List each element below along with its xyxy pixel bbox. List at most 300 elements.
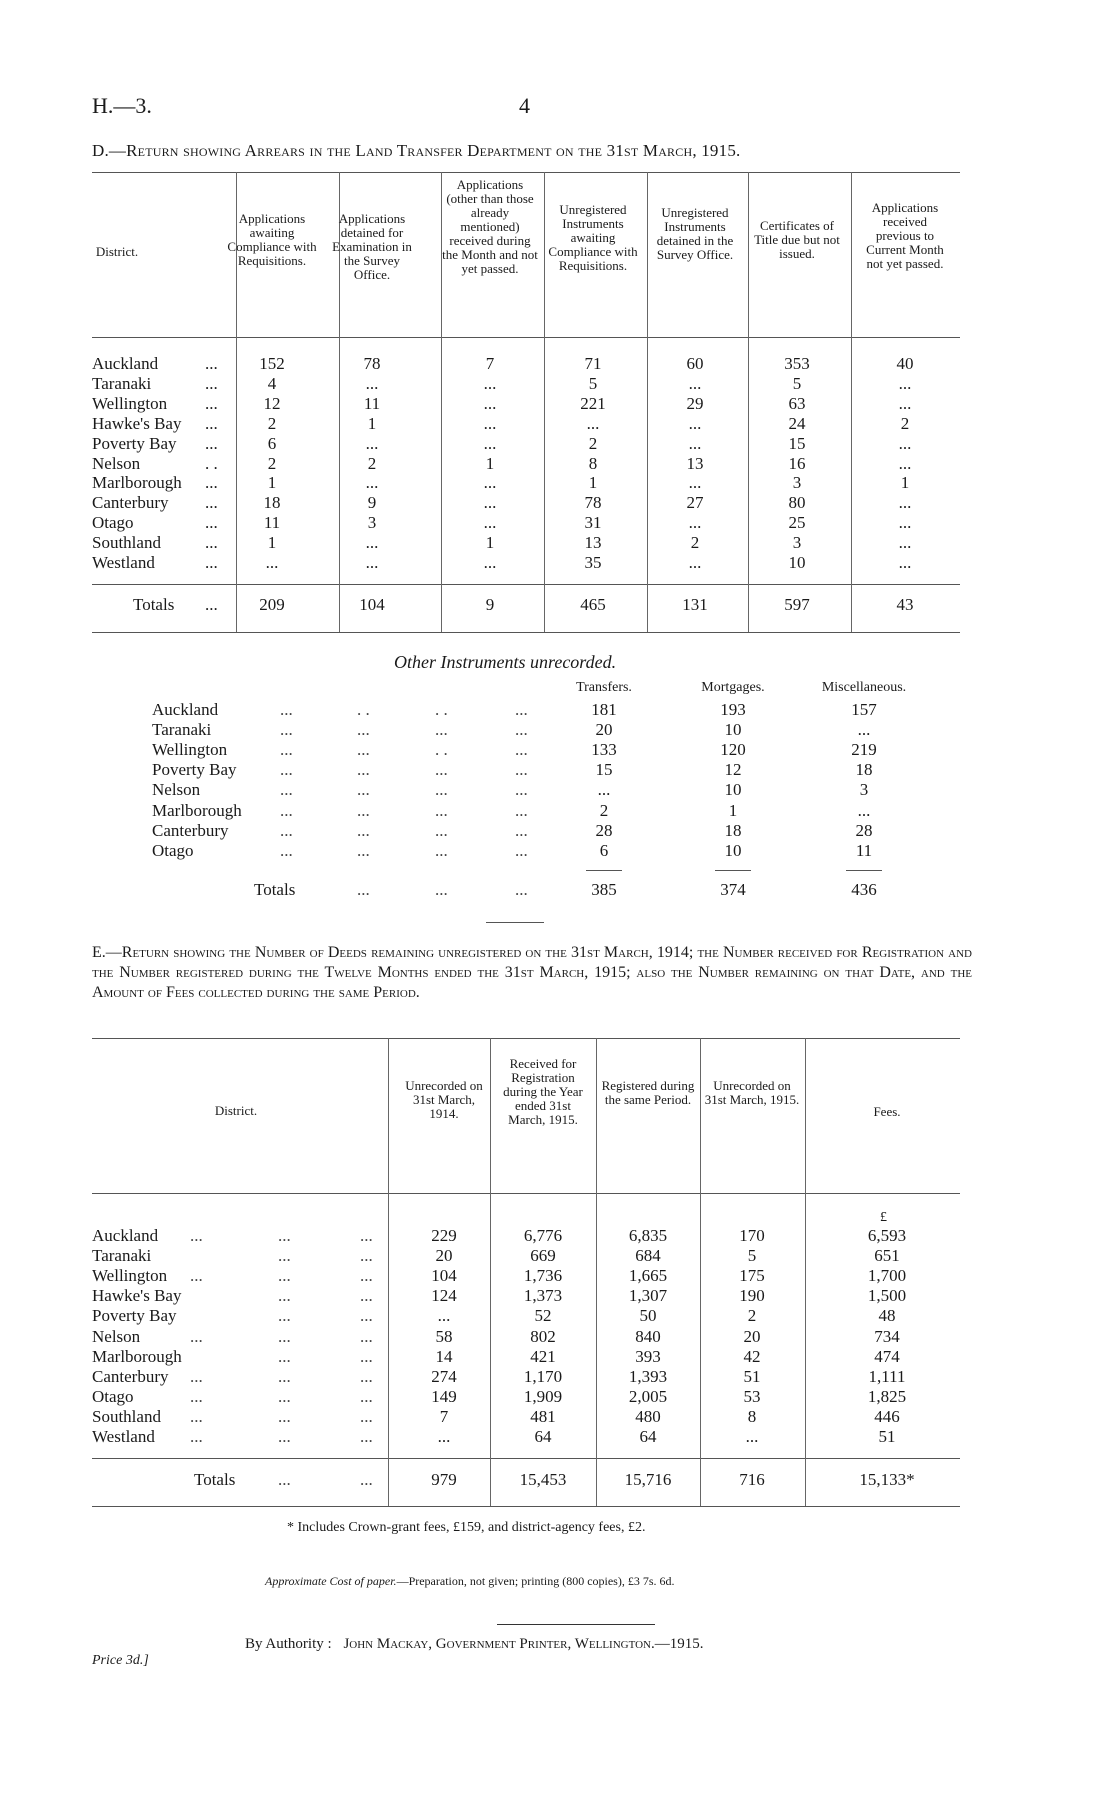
leader-dots: ... (357, 760, 370, 780)
other-instruments-total-cell: 385 (591, 880, 617, 899)
leader-dots: ... (278, 1386, 291, 1406)
table-d-cell: 9 (367, 493, 377, 513)
table-e-cell: 2 (747, 1306, 757, 1326)
table-e-cell: ... (745, 1427, 759, 1446)
table-d-total-cell: 9 (485, 595, 495, 614)
table-d-cell: 1 (485, 453, 495, 473)
table-d-total-cell: 104 (359, 595, 385, 614)
leader-dots: ... (435, 780, 448, 800)
leader-dots: ... (278, 1470, 291, 1489)
table-d-cell: ... (688, 413, 702, 433)
table-d-cell: ... (483, 493, 497, 513)
table-d-total-cell: 209 (259, 595, 285, 614)
leader-dots: ... (515, 820, 528, 840)
leader-dots: ... (190, 1266, 203, 1286)
table-d-cell: 3 (367, 513, 377, 533)
other-instruments-total-cell: 436 (851, 880, 877, 899)
table-e-district: Auckland (92, 1226, 159, 1245)
leader-dots: ... (278, 1326, 291, 1346)
other-instruments-cell: 20 (595, 720, 613, 740)
table-e-total-cell: 15,716 (624, 1470, 672, 1489)
imprint (245, 1636, 704, 1653)
table-d-cell: 5 (792, 373, 802, 393)
table-d-cell: 27 (686, 493, 704, 513)
table-e-cell: 651 (874, 1246, 900, 1266)
table-d-cell: 2 (367, 453, 377, 473)
other-instruments-header: Transfers. (576, 680, 632, 695)
other-instruments-district: Taranaki (152, 720, 212, 740)
leader-dots: ... (280, 840, 293, 860)
table-d-cell: 18 (263, 493, 281, 513)
table-e-cell: 1,665 (628, 1266, 668, 1286)
leader-dots: ... (357, 840, 370, 860)
other-instruments-header: Miscellaneous. (821, 680, 907, 695)
currency-symbol: £ (880, 1210, 887, 1225)
table-e-cell: 802 (530, 1326, 556, 1346)
table-d-cell: 1 (267, 533, 277, 553)
leader-dots: ... (278, 1406, 291, 1426)
table-d-cell: ... (586, 413, 600, 433)
other-instruments-cell: 10 (724, 720, 742, 740)
other-instruments-cell: ... (857, 720, 871, 740)
table-d-dots: ... (205, 513, 218, 533)
totals-rule (846, 870, 882, 871)
table-e-cell: 64 (534, 1427, 552, 1446)
table-e-cell: 58 (435, 1326, 453, 1346)
table-e-cell: 1,307 (628, 1286, 668, 1306)
other-instruments-cell: 3 (859, 780, 869, 800)
leader-dots: ... (357, 820, 370, 840)
table-d-cell: 80 (788, 493, 806, 513)
table-e-district: Wellington (92, 1266, 168, 1286)
other-instruments-cell: 12 (724, 760, 742, 780)
table-e-cell: 421 (530, 1346, 556, 1366)
leader-dots: ... (435, 840, 448, 860)
leader-dots: ... (435, 820, 448, 840)
table-d-cell: ... (365, 553, 379, 572)
table-e-cell: 393 (635, 1346, 661, 1366)
leader-dots: ... (280, 780, 293, 800)
table-d-cell: ... (483, 433, 497, 453)
table-e-district: Southland (92, 1406, 161, 1426)
section-code: H.—3. (92, 93, 152, 118)
table-d-cell: 1 (900, 473, 910, 493)
other-instruments-district: Otago (152, 840, 194, 860)
leader-dots: ... (280, 760, 293, 780)
table-d-cell: 1 (588, 473, 598, 493)
table-d-cell: 7 (485, 354, 495, 373)
table-e-cell: 7 (439, 1406, 449, 1426)
table-d-district: Taranaki (92, 373, 152, 393)
leader-dots: ... (360, 1346, 373, 1366)
table-d-cell: 5 (588, 373, 598, 393)
table-d-district: Otago (92, 513, 134, 533)
imprint-printer: John Mackay, Government Printer, Wellington.—1915. (343, 1636, 704, 1652)
leader-dots: ... (357, 720, 370, 740)
other-instruments-cell: ... (597, 780, 611, 800)
table-d-totals-dots: ... (205, 595, 218, 614)
leader-dots: ... (360, 1406, 373, 1426)
leader-dots: ... (360, 1266, 373, 1286)
table-d-cell: ... (688, 433, 702, 453)
table-d-cell: ... (898, 513, 912, 533)
table-e-cell: 20 (743, 1326, 761, 1346)
leader-dots: ... (435, 720, 448, 740)
table-e-cell: 481 (530, 1406, 556, 1426)
table-e-cell: 480 (635, 1406, 661, 1426)
leader-dots: ... (515, 780, 528, 800)
table-e-cell: ... (437, 1306, 451, 1326)
table-e-cell: 6,593 (867, 1226, 907, 1245)
table-e-district: Nelson (92, 1326, 141, 1346)
leader-dots: ... (515, 700, 528, 719)
leader-dots: ... (515, 800, 528, 820)
leader-dots: ... (280, 720, 293, 740)
table-d-total-cell: 597 (784, 595, 810, 614)
leader-dots: ... (280, 740, 293, 760)
table-d-district: Southland (92, 533, 161, 553)
other-instruments-cell: 120 (720, 740, 746, 760)
other-instruments-cell: 219 (851, 740, 877, 760)
table-e-cell: 5 (747, 1246, 757, 1266)
table-e-cell: 6,776 (523, 1226, 563, 1245)
table-e-cell: 1,111 (868, 1366, 906, 1386)
table-d-cell: 25 (788, 513, 806, 533)
leader-dots: ... (360, 1366, 373, 1386)
table-d-district: Westland (92, 553, 155, 572)
table-d-dots: ... (205, 533, 218, 553)
leader-dots: ... (357, 780, 370, 800)
table-e-district: Taranaki (92, 1246, 152, 1266)
table-d-cell: ... (483, 393, 497, 413)
table-d-dots: ... (205, 413, 218, 433)
leader-dots: . . (435, 740, 448, 760)
table-d-dots: ... (205, 373, 218, 393)
table-e-bottom-rule (92, 1506, 960, 1507)
table-e-cell: 53 (743, 1386, 761, 1406)
table-d-header: Unregistered Instruments detained in the Survey Office. (656, 205, 734, 262)
leader-dots: ... (190, 1406, 203, 1426)
leader-dots: ... (190, 1366, 203, 1386)
table-d-cell: 16 (788, 453, 806, 473)
table-e-header: Registered during the same Period. (601, 1078, 695, 1107)
table-d-cell: ... (898, 553, 912, 572)
table-d-total-cell: 465 (580, 595, 606, 614)
other-instruments-district: Auckland (152, 700, 219, 719)
table-d-cell: ... (365, 473, 379, 493)
leader-dots: ... (357, 880, 370, 899)
table-e-cell: 8 (747, 1406, 757, 1426)
other-instruments-district: Marlborough (152, 800, 242, 820)
table-d-cell: ... (265, 553, 279, 572)
leader-dots: ... (360, 1226, 373, 1245)
leader-dots: ... (190, 1226, 203, 1245)
leader-dots: ... (515, 760, 528, 780)
table-d-cell: ... (898, 493, 912, 513)
table-d-header: Applications awaiting Compliance with Requisitions. (227, 211, 317, 268)
leader-dots: ... (360, 1326, 373, 1346)
table-e-header: Unrecorded on 31st March, 1915. (704, 1078, 800, 1107)
other-instruments-cell: 181 (591, 700, 617, 719)
table-d-title: D.—Return showing Arrears in the Land Transfer Department on the 31st March, 1915. (92, 141, 741, 160)
table-d-cell: 24 (788, 413, 806, 433)
table-d-cell: ... (483, 553, 497, 572)
table-d-totals-rule (92, 584, 960, 585)
table-d-cell: 2 (588, 433, 598, 453)
cost-line (265, 1574, 675, 1589)
leader-dots: ... (360, 1427, 373, 1446)
imprint-authority: By Authority : (245, 1636, 332, 1652)
other-instruments-header: Mortgages. (701, 680, 765, 695)
other-instruments-cell: 15 (595, 760, 613, 780)
table-e-district: Marlborough (92, 1346, 182, 1366)
table-d-column-rule (851, 172, 852, 632)
table-d-cell: 63 (788, 393, 806, 413)
table-e-cell: 2,005 (628, 1386, 668, 1406)
table-d-cell: ... (688, 513, 702, 533)
table-e-cell: 1,393 (628, 1366, 668, 1386)
table-d-cell: 2 (267, 453, 277, 473)
table-e-cell: 190 (739, 1286, 765, 1306)
table-d-cell: 10 (788, 553, 806, 572)
other-instruments-cell: 28 (595, 820, 613, 840)
table-e-cell: 104 (431, 1266, 457, 1286)
table-e-district: Canterbury (92, 1366, 169, 1386)
table-d-total-cell: 131 (682, 595, 708, 614)
table-e-cell: 14 (435, 1346, 453, 1366)
table-d-cell: 6 (267, 433, 277, 453)
leader-dots: ... (278, 1246, 291, 1266)
table-e-cell: 1,373 (523, 1286, 563, 1306)
table-d-cell: ... (688, 373, 702, 393)
table-d-district: Nelson (92, 453, 141, 473)
table-e-cell: 52 (534, 1306, 552, 1326)
table-d-header: Unregistered Instruments awaiting Compliance with Requisitions. (548, 202, 638, 273)
table-d-cell: 29 (686, 393, 704, 413)
table-e-column-rule (596, 1038, 597, 1506)
table-d-header: Applications received previous to Current Month not yet passed. (866, 200, 944, 271)
leader-dots: ... (278, 1306, 291, 1326)
table-e-cell: 50 (639, 1306, 657, 1326)
other-instruments-district: Poverty Bay (152, 760, 237, 780)
table-d-dots: ... (205, 553, 218, 572)
table-d-cell: ... (898, 393, 912, 413)
table-e-cell: 6,835 (628, 1226, 668, 1245)
table-d-cell: 15 (788, 433, 806, 453)
leader-dots: ... (278, 1266, 291, 1286)
table-d-cell: 2 (690, 533, 700, 553)
table-d-totals-label: Totals (133, 595, 175, 614)
table-e-cell: 20 (435, 1246, 453, 1266)
leader-dots: ... (435, 800, 448, 820)
table-d-top-rule (92, 172, 960, 173)
other-instruments-cell: 157 (851, 700, 877, 719)
other-instruments-cell: 193 (720, 700, 746, 719)
totals-rule (586, 870, 622, 871)
table-e-total-cell: 15,453 (519, 1470, 567, 1489)
table-d-cell: 12 (263, 393, 281, 413)
table-d-cell: 1 (267, 473, 277, 493)
table-d-cell: ... (688, 473, 702, 493)
other-instruments-cell: 28 (855, 820, 873, 840)
leader-dots: ... (357, 800, 370, 820)
table-e-cell: 48 (878, 1306, 896, 1326)
other-instruments-total-cell: 374 (720, 880, 746, 899)
other-instruments-cell: 133 (591, 740, 617, 760)
table-d-cell: 152 (259, 354, 285, 373)
other-instruments-cell: ... (857, 800, 871, 820)
leader-dots: ... (435, 760, 448, 780)
leader-dots: ... (190, 1326, 203, 1346)
other-instruments-cell: 18 (724, 820, 742, 840)
table-d-dots: ... (205, 493, 218, 513)
table-e-header: Received for Registration during the Year ended 31st March, 1915. (503, 1056, 583, 1127)
table-d-dots: . . (205, 453, 218, 473)
leader-dots: . . (435, 700, 448, 719)
leader-dots: ... (278, 1366, 291, 1386)
leader-dots: ... (278, 1226, 291, 1245)
table-e-title: E.—Return showing the Number of Deeds remaining unregistered on the 31st March, 1914; the Number received for Registration and the Number registered during the Twelve Months ended the 31st March, 1915; also the Number remaining on that Date, and the Amount of Fees collected during the same Period. (92, 944, 972, 1001)
table-e-totals-label: Totals (194, 1470, 236, 1489)
table-d-cell: 8 (588, 453, 598, 473)
table-d-cell: 11 (263, 513, 281, 533)
table-d-district: Marlborough (92, 473, 182, 493)
table-d-cell: 353 (784, 354, 810, 373)
leader-dots: ... (190, 1427, 203, 1446)
table-e-cell: 170 (739, 1226, 765, 1245)
table-e-header: Unrecorded on 31st March, 1914. (405, 1078, 483, 1121)
table-e-top-rule (92, 1038, 960, 1039)
other-instruments-totals-label: Totals (254, 880, 296, 899)
table-e-column-rule (490, 1038, 491, 1506)
table-d-dots: ... (205, 354, 218, 373)
other-instruments-cell: 2 (599, 800, 609, 820)
table-d-cell: 78 (363, 354, 381, 373)
table-e-cell: 229 (431, 1226, 457, 1245)
table-e-cell: 840 (635, 1326, 661, 1346)
table-d-header: District. (95, 244, 139, 259)
table-d-cell: ... (483, 513, 497, 533)
table-e-total-cell: 979 (431, 1470, 457, 1489)
cost-text: —Preparation, not given; printing (800 copies), £3 7s. 6d. (396, 1574, 675, 1588)
leader-dots: ... (435, 880, 448, 899)
table-e-total-cell: 716 (739, 1470, 765, 1489)
leader-dots: ... (357, 740, 370, 760)
table-d-cell: 13 (686, 453, 704, 473)
table-e-cell: 446 (874, 1406, 900, 1426)
table-e-district: Poverty Bay (92, 1306, 177, 1326)
table-e-cell: 175 (739, 1266, 765, 1286)
table-d-cell: 221 (580, 393, 606, 413)
table-d-cell: 1 (367, 413, 377, 433)
table-e-cell: 669 (530, 1246, 556, 1266)
table-d-cell: 3 (792, 473, 802, 493)
table-d-district: Poverty Bay (92, 433, 177, 453)
table-d-cell: 4 (267, 373, 277, 393)
table-e-cell: 1,500 (867, 1286, 907, 1306)
table-e-column-rule (700, 1038, 701, 1506)
table-d-total-cell: 43 (896, 595, 914, 614)
table-e-district: Westland (92, 1427, 155, 1446)
other-instruments-title: Other Instruments unrecorded. (394, 652, 617, 672)
table-d-cell: ... (365, 433, 379, 453)
table-e-district: Otago (92, 1386, 134, 1406)
leader-dots: ... (278, 1286, 291, 1306)
other-instruments-cell: 1 (728, 800, 738, 820)
table-d-dots: ... (205, 473, 218, 493)
table-d-district: Auckland (92, 354, 159, 373)
table-d-header: Applications (other than those already mentioned) received during the Month and not yet passed. (442, 177, 538, 276)
leader-dots: ... (360, 1470, 373, 1489)
page-number: 4 (519, 93, 530, 118)
other-instruments-cell: 18 (855, 760, 873, 780)
leader-dots: ... (360, 1286, 373, 1306)
other-instruments-district: Canterbury (152, 820, 229, 840)
leader-dots: ... (515, 740, 528, 760)
table-e-cell: 149 (431, 1386, 457, 1406)
leader-dots: ... (515, 880, 528, 899)
imprint-rule (497, 1624, 655, 1625)
leader-dots: ... (280, 700, 293, 719)
leader-dots: ... (360, 1246, 373, 1266)
table-d-cell: 60 (686, 354, 704, 373)
price-label: Price 3d.] (92, 1653, 149, 1668)
footnote: * Includes Crown-grant fees, £159, and district-agency fees, £2. (287, 1520, 646, 1535)
other-instruments-cell: 10 (724, 840, 742, 860)
table-d-cell: ... (898, 533, 912, 553)
table-d-cell: 31 (584, 513, 602, 533)
totals-rule (715, 870, 751, 871)
table-d-cell: ... (365, 533, 379, 553)
table-e-cell: 1,825 (867, 1386, 907, 1406)
table-d-dots: ... (205, 433, 218, 453)
leader-dots: ... (280, 800, 293, 820)
table-d-cell: 2 (900, 413, 910, 433)
leader-dots: ... (515, 720, 528, 740)
other-instruments-cell: 6 (599, 840, 609, 860)
table-e-totals-rule (92, 1458, 960, 1459)
table-d-district: Wellington (92, 393, 168, 413)
table-d-cell: ... (898, 433, 912, 453)
table-e-cell: 1,736 (523, 1266, 563, 1286)
table-d-cell: 78 (584, 493, 602, 513)
table-e-cell: 51 (743, 1366, 761, 1386)
other-instruments-district: Wellington (152, 740, 228, 760)
table-d-header-rule (92, 337, 960, 338)
table-e-cell: 734 (874, 1326, 900, 1346)
leader-dots: ... (360, 1386, 373, 1406)
table-d-header: Certificates of Title due but not issued. (754, 218, 840, 261)
table-d-cell: 3 (792, 533, 802, 553)
table-e-cell: 274 (431, 1366, 457, 1386)
leader-dots: ... (190, 1386, 203, 1406)
table-d-bottom-rule (92, 632, 960, 633)
table-e-cell: 42 (743, 1346, 761, 1366)
table-d-cell: ... (898, 453, 912, 473)
table-e-cell: 51 (878, 1427, 896, 1446)
table-d-cell: 40 (896, 354, 914, 373)
section-divider (486, 922, 544, 923)
table-e-cell: 474 (874, 1346, 900, 1366)
other-instruments-cell: 11 (855, 840, 873, 860)
table-d-cell: 13 (584, 533, 602, 553)
leader-dots: ... (280, 820, 293, 840)
leader-dots: . . (357, 700, 370, 719)
table-d-cell: ... (483, 373, 497, 393)
table-e-total-cell: 15,133* (859, 1470, 915, 1489)
table-d-cell: ... (898, 373, 912, 393)
table-d-dots: ... (205, 393, 218, 413)
